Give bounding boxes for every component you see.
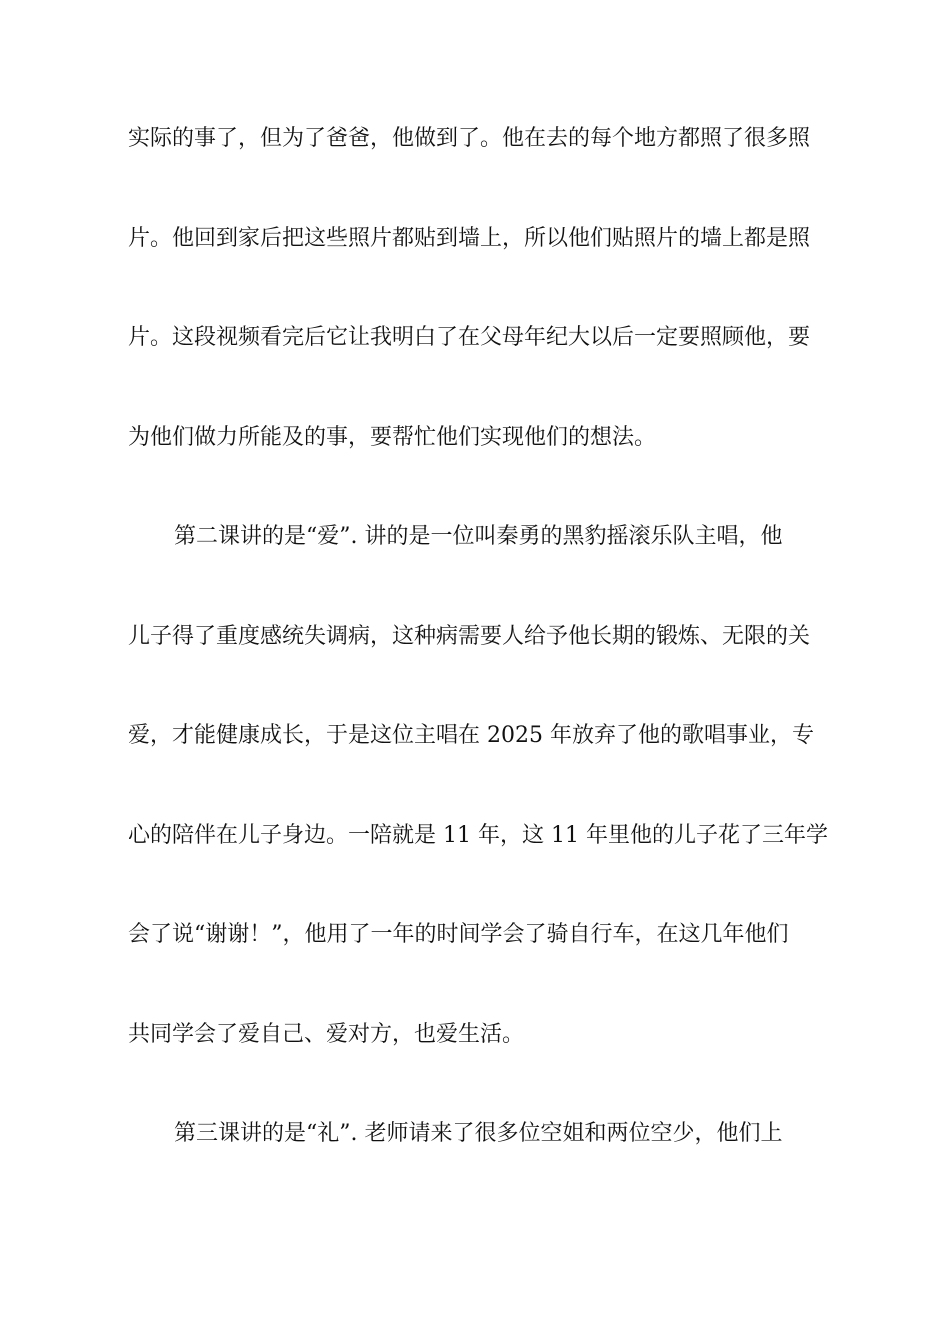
text-line-10: 共同学会了爱自己、爱对方，也爱生活。 xyxy=(128,1022,525,1047)
paragraph-3-first-line: 第三课讲的是“礼”. 老师请来了很多位空姐和两位空少，他们上 xyxy=(174,1121,783,1146)
text-line-7: 爱，才能健康成长，于是这位主唱在 2025 年放弃了他的歌唱事业，专 xyxy=(128,723,814,748)
text-line-6: 儿子得了重度感统失调病，这种病需要人给予他长期的锻炼、无限的关 xyxy=(128,624,811,649)
paragraph-2-first-line: 第二课讲的是“爱”. 讲的是一位叫秦勇的黑豹摇滚乐队主唱，他 xyxy=(174,524,783,549)
text-line-1: 实际的事了，但为了爸爸，他做到了。他在去的每个地方都照了很多照 xyxy=(128,126,811,151)
text-line-4: 为他们做力所能及的事，要帮忙他们实现他们的想法。 xyxy=(128,425,657,450)
text-line-8: 心的陪伴在儿子身边。一陪就是 11 年，这 11 年里他的儿子花了三年学 xyxy=(128,823,828,848)
text-line-3: 片。这段视频看完后它让我明白了在父母年纪大以后一定要照顾他，要 xyxy=(128,325,811,350)
text-line-2: 片。他回到家后把这些照片都贴到墙上，所以他们贴照片的墙上都是照 xyxy=(128,226,811,251)
text-line-9: 会了说“谢谢！”，他用了一年的时间学会了骑自行车，在这几年他们 xyxy=(128,922,789,947)
